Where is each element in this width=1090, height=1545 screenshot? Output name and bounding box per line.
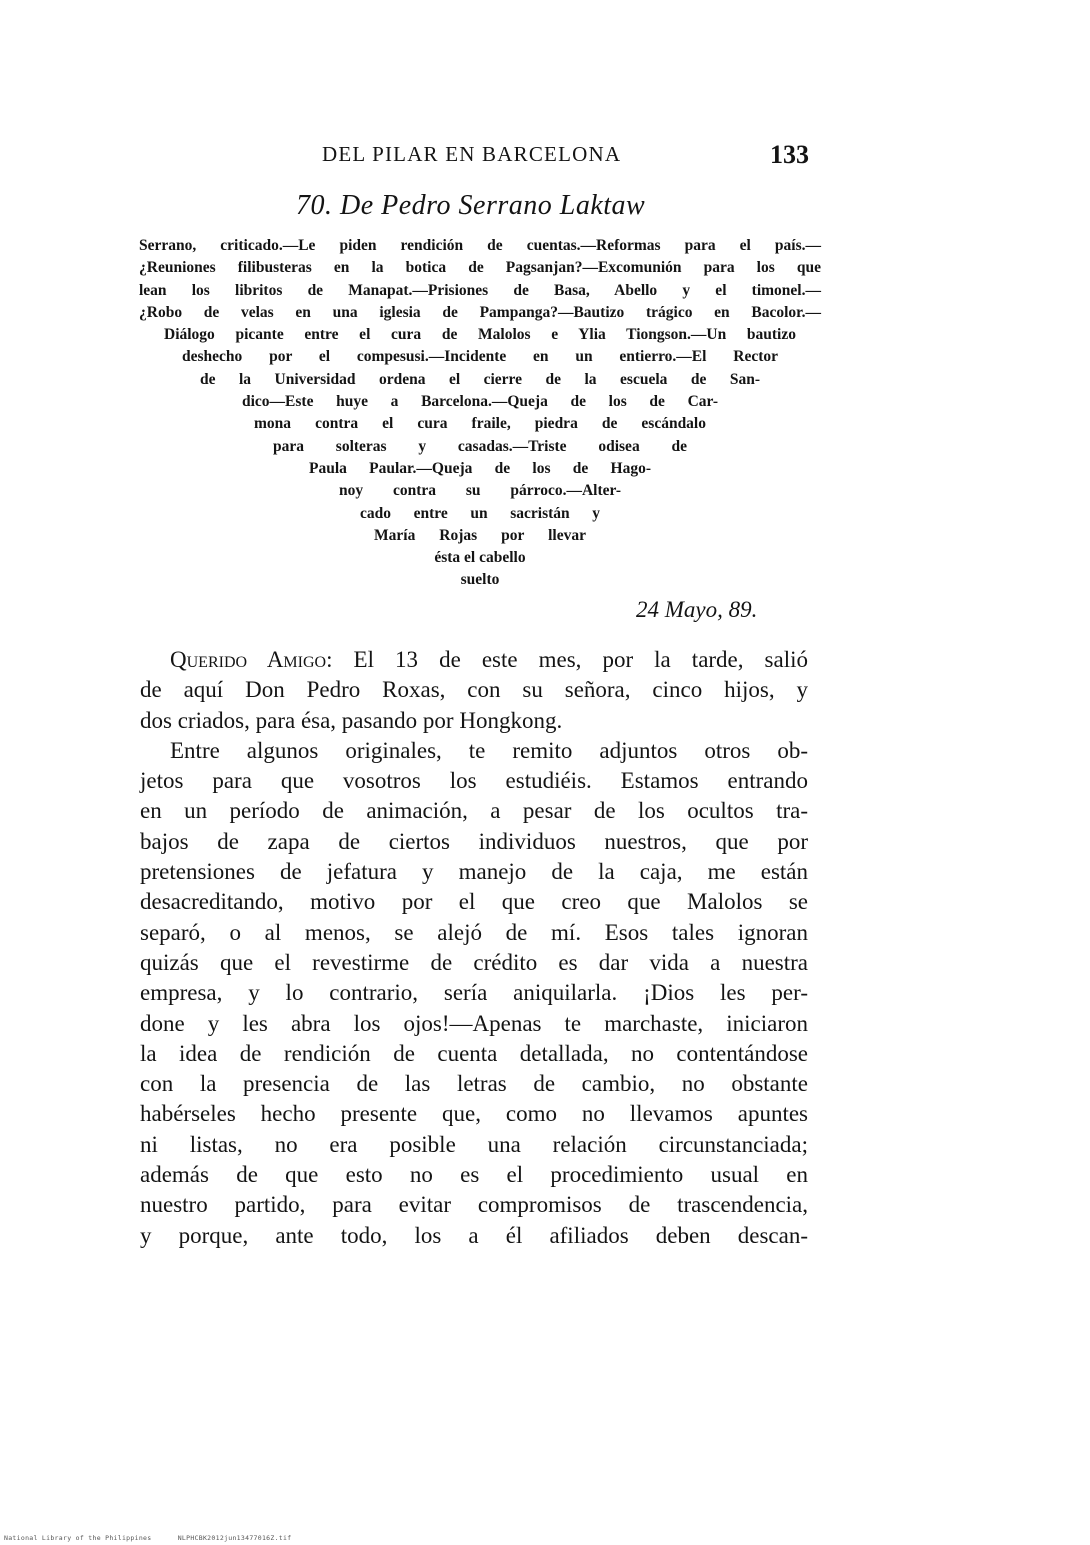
body-line [140,645,808,675]
body-line: empresa, y lo contrario, sería aniquilarla. ¡Dios les per- [140,980,808,1006]
letter-title: 70. De Pedro Serrano Laktaw [296,190,646,221]
summary-line: deshecho por el compesusi.—Incidente en un entierro.—El Rector [182,348,778,366]
body-line: desacreditando, motivo por el que creo que Malolos se [140,889,808,915]
body-line: Entre algunos originales, te remito adjuntos otros ob- [170,737,808,763]
body-line: dos criados, para ésa, pasando por Hongkong. [140,707,563,733]
page-number: 133 [770,140,809,169]
summary-line: mona contra el cura fraile, piedra de escándalo [254,415,706,433]
summary-line: Paula Paular.—Queja de los de Hago- [309,459,651,477]
body-line: done y les abra los ojos!—Apenas te marchaste, iniciaron [140,1010,808,1036]
body-line: de aquí Don Pedro Roxas, con su señora, cinco hijos, y [140,677,808,703]
body-line: quizás que el revestirme de crédito es dar vida a nuestra [140,949,808,975]
body-line: además de que esto no es el procedimiento usual en [140,1162,808,1188]
letter-summary [130,235,830,592]
body-line: separó, o al menos, se alejó de mí. Esos tales ignoran [140,919,808,945]
running-head: DEL PILAR EN BARCELONA [322,142,622,166]
body-line: pretensiones de jefatura y manejo de la caja, me están [140,859,808,885]
body-line: bajos de zapa de ciertos individuos nuestros, que por [140,828,808,854]
body-line-text: El 13 de este mes, por la tarde, salió [332,647,808,672]
summary-line: ¿Reuniones filibusteras en la botica de Pagsanjan?—Excomunión para los que [139,259,821,277]
summary-line: cado entre un sacristán y [360,504,600,522]
letter-date: 24 Mayo, 89. [636,597,758,622]
summary-line: suelto [460,571,500,589]
body-line: y porque, ante todo, los a él afiliados deben descan- [140,1222,808,1248]
letter-body [140,645,808,1251]
summary-line: noy contra su párroco.—Alter- [339,482,621,500]
body-line: la idea de rendición de cuenta detallada, no contentándose [140,1040,808,1066]
body-line: ni listas, no era posible una relación circunstanciada; [140,1131,808,1157]
summary-line: María Rojas por llevar [374,526,586,544]
summary-line: lean los libritos de Manapat.—Prisiones de Basa, Abello y el timonel.— [139,281,821,299]
body-line: nuestro partido, para evitar compromisos de trascendencia, [140,1192,808,1218]
summary-line: Diálogo picante entre el cura de Malolos e Ylia Tiongson.—Un bautizo [164,326,796,344]
scan-footer [4,1534,313,1542]
body-line: con la presencia de las letras de cambio, no obstante [140,1071,808,1097]
file-id: NLPHCBK2012jun13477016Z.tif [177,1534,292,1542]
salutation: Querido Amigo: [170,647,333,672]
body-line: habérseles hecho presente que, como no llevamos apuntes [140,1101,808,1127]
library-credit: National Library of the Philippines [4,1534,152,1542]
summary-line: ¿Robo de velas en una iglesia de Pampanga?—Bautizo trágico en Bacolor.— [139,303,821,321]
body-line: jetos para que vosotros los estudiéis. Estamos entrando [140,768,808,794]
summary-line: ésta el cabello [434,549,526,567]
summary-line: dico—Este huye a Barcelona.—Queja de los de Car- [242,393,718,411]
body-line: en un período de animación, a pesar de los ocultos tra- [140,798,808,824]
summary-line: para solteras y casadas.—Triste odisea de [273,437,687,455]
summary-line: Serrano, criticado.—Le piden rendición de cuentas.—Reformas para el país.— [139,237,821,254]
summary-line: de la Universidad ordena el cierre de la escuela de San- [200,370,760,388]
